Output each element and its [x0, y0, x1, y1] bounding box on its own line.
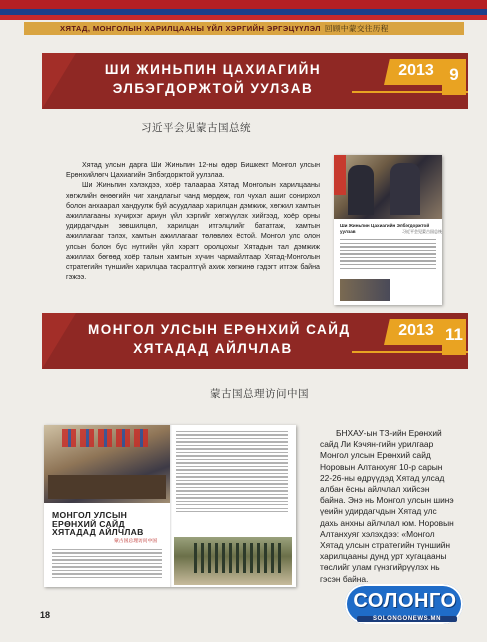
header-stripe-red	[0, 0, 487, 9]
logo-url: SOLONGONEWS.MN	[357, 616, 457, 622]
thumb-title: МОНГОЛ УЛСЫН ЕРӨНХИЙ САЙД ХЯТАДАД АЙЛЧЛАВ	[52, 510, 144, 538]
section1-body	[66, 160, 320, 282]
person-silhouette	[390, 163, 420, 215]
person-silhouette	[348, 165, 374, 215]
section2-number: 11	[445, 325, 463, 344]
section1-year: 2013	[398, 62, 434, 79]
section1-heading-line1: ШИ ЖИНЬПИН ЦАХИАГИЙН	[104, 62, 322, 77]
section2-paragraph: БНХАУ-ын ТЗ-ийн Ерөнхий сайд Ли Кэчян-гийн урилгаар Монгол улсын Ерөнхий сайд Норовын Алтанхуяг 10-р сарын 22-26-ны өдрүүдэд Хятад улсад албан ёсны айлчлал хийсэн байна. Энэ нь Монгол улсын шинэ үеийн удирдагчдын Хятад улс дахь анхны айлчлал юм. Норовын Алтанхуяг хэлэхдээ: «Монгол Хятад улсын стратегийн түншийн харилцааны дунд урт хугацааны төслийг улам гүнзгийрүүлэх нь гэсэн байна.	[320, 428, 454, 584]
thumb-text-lines	[176, 431, 288, 515]
section2-banner	[42, 313, 468, 369]
flag-shape	[334, 155, 346, 195]
section2-subtitle-cn: 蒙古国总理访问中国	[210, 388, 309, 400]
thumb-text-lines	[52, 549, 162, 580]
flags-row	[62, 429, 152, 447]
section1-paragraph: Ши Жиньпин хэлэхдээ, хоёр талаараа Хятад Монголын харилцааны хөгжлийн өнөөгийн чиг хандлагыг чанд мөрдөж, гол чухал ашиг сонирхол болон анхаарал хандуулж буй асуудлаар харилцан дэмжиж, хөгжил хамтын ажиллагааны хүчирхэг ариун үйл хэргийг хөгжүүлэх хийгээд, хоёр орны удирдагчдын зөвшилцөл, харилцан итгэлцлийг бататгаж, хамтын ажиллагааг тэлэх, хамтын ажиллагааг төлөвлөх ёстой. Монгол улс олон улсын болон бүс нутгийн үйл хэрэгт оролцохыг Хятадын тал дэмжиж ажиллах бөгөөд хоёр талын хамтын хүчин чармайлтаар Хятад-Монголын стратегийн түншийн харилцаа тасралтгүй ахиж хөгжинө гэдэгт итгэж байна гэжээ.	[66, 181, 320, 282]
header-stripe-red-lower	[0, 15, 487, 20]
banner-triangle	[42, 313, 76, 369]
thumb-small-photo	[340, 279, 390, 301]
section1-number: 9	[449, 65, 459, 84]
section2-article-spread	[44, 425, 296, 587]
header-title-mn: ХЯТАД, МОНГОЛЫН ХАРИЛЦААНЫ ҮЙЛ ХЭРГИЙН ЭРГЭЦҮҮЛЭЛ	[60, 24, 321, 33]
header-title-cn: 回顾中蒙交往历程	[324, 24, 389, 33]
section2-heading-line1: МОНГОЛ УЛСЫН ЕРӨНХИЙ САЙД	[88, 322, 351, 337]
thumb-title: Ши Жиньпин Цахиагийн Элбэгдоржтой уулзав	[340, 223, 430, 234]
logo-name: СОЛОНГО	[353, 590, 457, 612]
section2-year: 2013	[398, 322, 434, 339]
honor-guard	[194, 543, 282, 573]
thumb-subtitle-cn: 蒙古国总理访问中国	[114, 539, 158, 544]
section1-article-thumbnail	[334, 155, 442, 305]
thumb-text-lines	[340, 239, 436, 271]
section1-banner	[42, 53, 468, 109]
section2-body	[320, 428, 454, 585]
page-header	[0, 0, 487, 44]
banner-triangle	[42, 53, 76, 109]
solongo-logo	[339, 584, 471, 636]
section1-heading-line2: ЭЛБЭГДОРЖТОЙ УУЛЗАВ	[112, 81, 314, 96]
negotiation-table	[48, 475, 166, 499]
section1-subtitle-cn: 习近平会见蒙古国总统	[141, 122, 251, 134]
page-fold	[170, 425, 172, 587]
header-title	[60, 22, 389, 35]
page-number: 18	[40, 610, 51, 620]
section2-heading-line2: ХЯТАДАД АЙЛЧЛАВ	[133, 341, 293, 356]
thumb-subtitle-cn: 习近平会见蒙古国总统	[402, 229, 442, 234]
section1-paragraph: Хятад улсын дарга Ши Жиньпин 12-ны өдөр Бишкект Монгол улсын Ерөнхийлөгч Цахиагийн Элбэгдоржтой уулзлаа.	[66, 161, 320, 180]
